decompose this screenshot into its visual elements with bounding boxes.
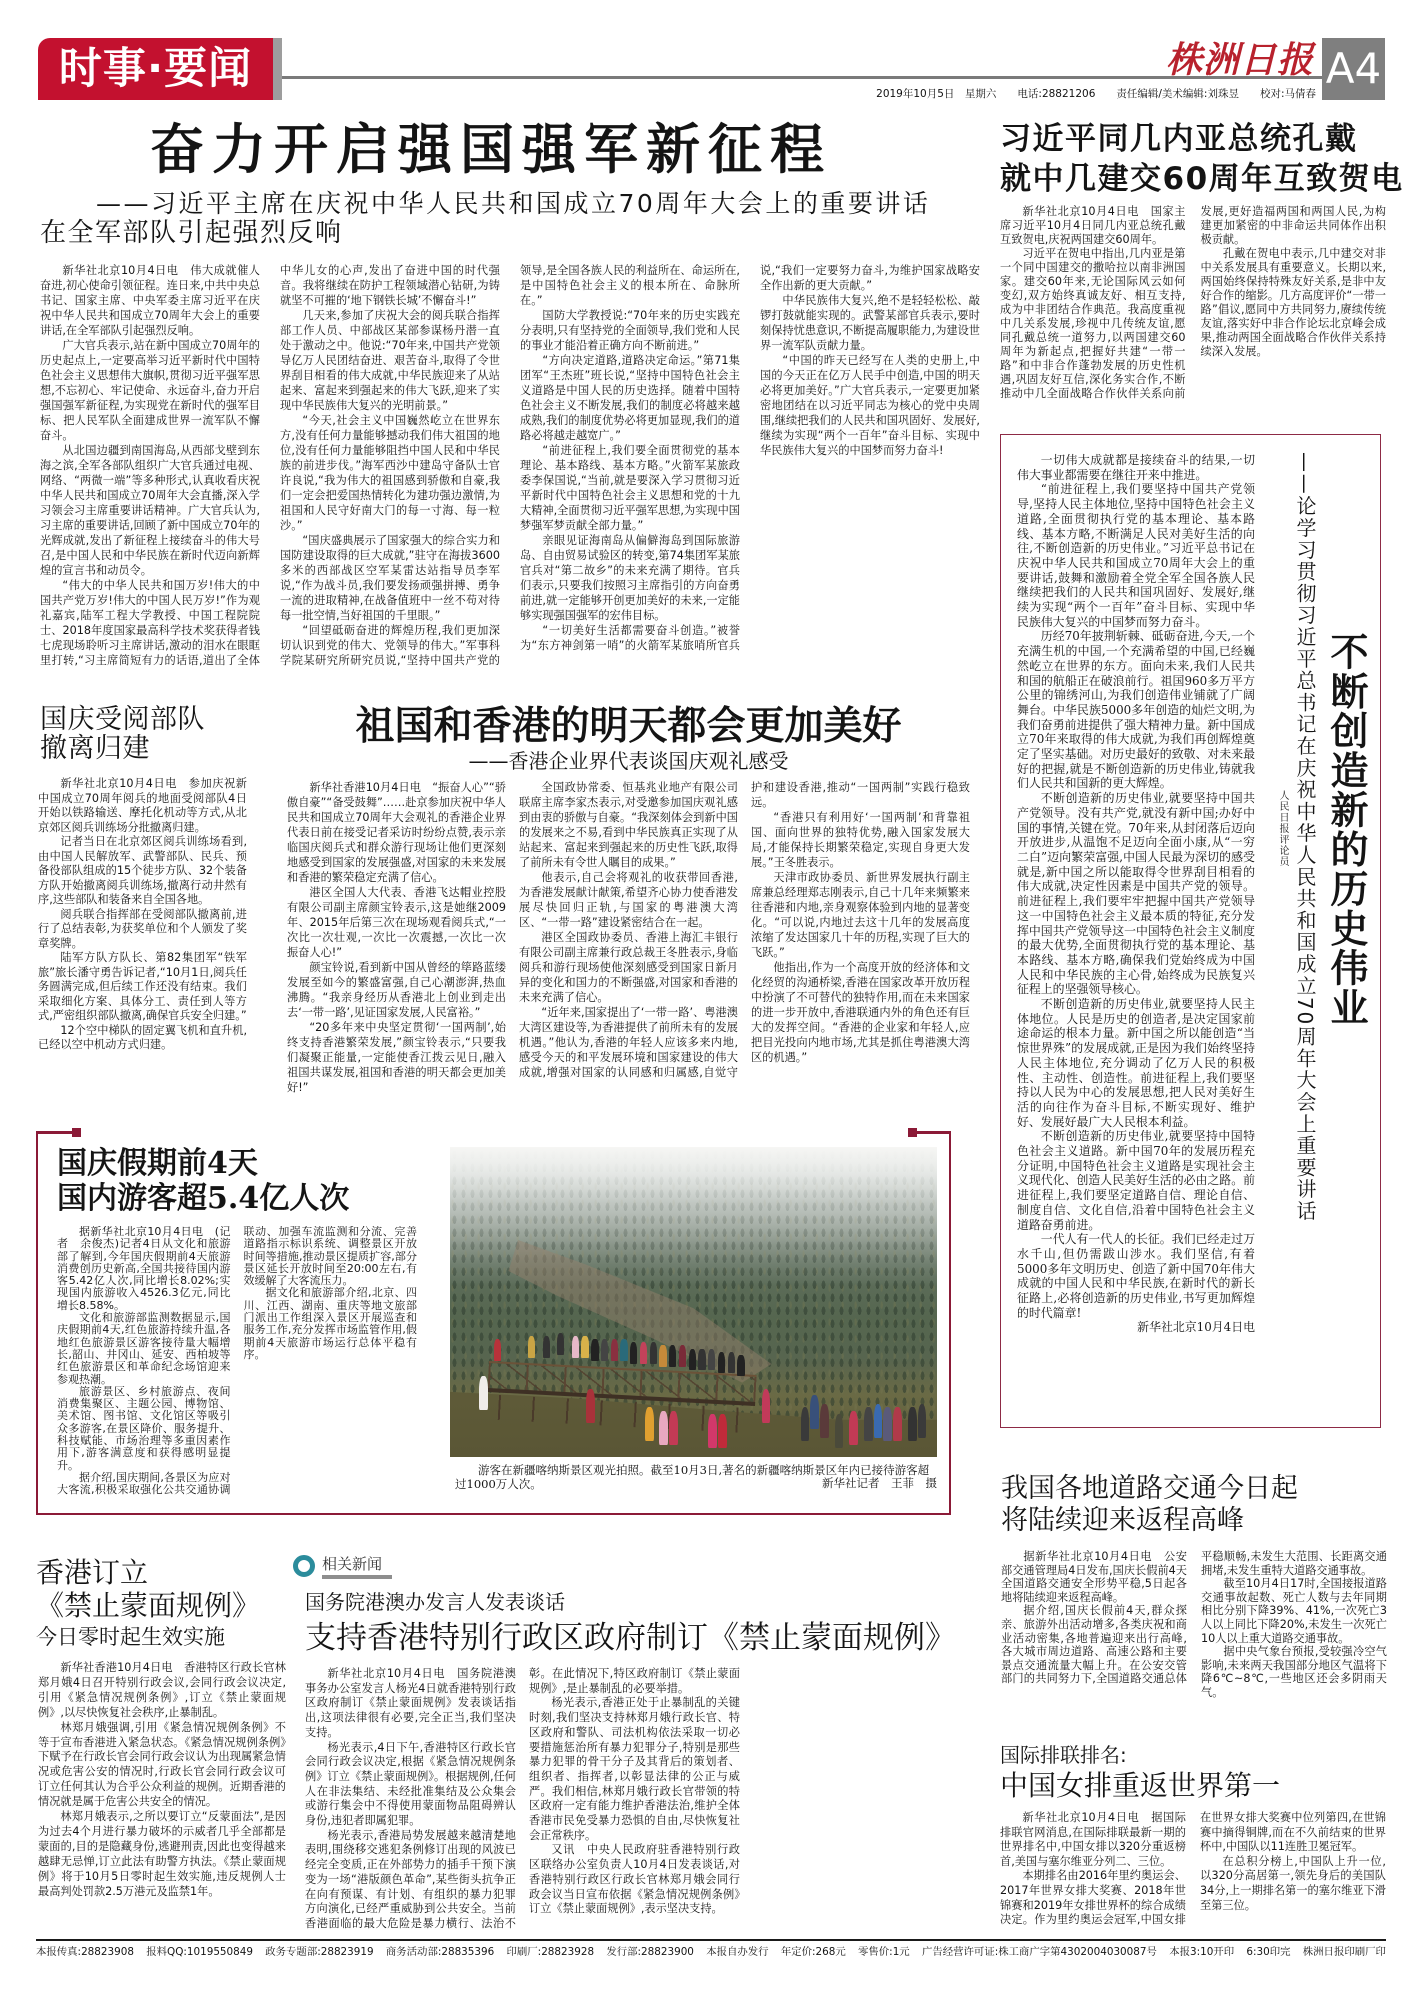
traffic-headline [1001, 1473, 1298, 1537]
paragraph: 林郑月娥表示,之所以要订立“反蒙面法”,是因为过去4个月进行暴力破坏的示威者几乎全部都是蒙面的,目的是隐藏身份,逃避刑责,因此也变得越来越肆无忌惮,订立此法有助警方执法。《禁止蒙面规例》将于10月5日零时起生效实施,违反规例人士最高判处罚款2.5万港元及监禁1年。 [38, 1810, 286, 1898]
tourist-figure [528, 1336, 535, 1358]
paragraph: “前进征程上,我们要坚持中国共产党领导,坚持人民主体地位,坚持中国特色社会主义道路,全面贯彻执行党的基本理论、基本路线、基本方略,不断满足人民对美好生活的向往,不断创造新的历史伟业。”习近平总书记在庆祝中华人民共和国成立70周年大会上的重要讲话,鼓舞和激励着全党全军全国各族人民继续把我们的人民共和国巩固好、发展好,继续为实现“两个一百年”奋斗目标、实现中华民族伟大复兴的中国梦而努力奋斗。 [1017, 482, 1255, 629]
paragraph: 截至10月4日17时,全国接报道路交通事故起数、死亡人数与去年同期相比分别下降39%、41%,一次死亡3人以上同比下降20%,未发生一次死亡10人以上重大道路交通事故。 [1201, 1577, 1387, 1645]
paragraph: 从北国边疆到南国海岛,从西部戈壁到东海之滨,全军各部队组织广大官兵通过电视、网络、“两微一端”等多种形式,认真收看庆祝中华人民共和国成立70周年大会直播,深入学习领会习主席重要讲话精神。广大官兵认为,习主席的重要讲话,回顾了新中国成立70年的光辉成就,发出了新征程上接续奋斗的伟大号召,是中国人民和中华民族在新时代迈向新辉煌的宣言书和动员令。 [40, 444, 260, 577]
hk-headline: 祖国和香港的明天都会更加美好 [355, 703, 902, 749]
paragraph: 林郑月娥强调,引用《紧急情况规例条例》不等于宣布香港进入紧急状态。《紧急情况规例条例》下赋予在行政长官会同行政会议认为出现属紧急情况或危害公安的情况时,行政长官会同行政会议可订立任何其认为合乎公众利益的规例。近期香港的情况就是属于危害公共安全的情况。 [38, 1720, 286, 1809]
tourist-figure [908, 1407, 917, 1441]
tourist-figure [728, 1352, 735, 1374]
tourist-figure [874, 1404, 883, 1438]
hk-article-body [287, 780, 970, 1102]
volleyball-headline: 中国女排重返世界第一 [1000, 1769, 1281, 1802]
paragraph: “香港只有利用好‘一国两制’和背靠祖国、面向世界的独特优势,融入国家发展大局,才能保持长期繁荣稳定,实现自身更大发展。”王冬胜表示。 [751, 811, 970, 869]
newspaper-logo: 株洲日报 [1165, 39, 1314, 81]
paragraph: 中华民族伟大复兴,绝不是轻轻松松、敲锣打鼓就能实现的。武警某部官兵表示,要时刻保持忧患意识,不断提高履职能力,为建设世界一流军队贡献力量。 [760, 294, 980, 352]
paragraph: “中国的昨天已经写在人类的史册上,中国的今天正在亿万人民手中创造,中国的明天必将更加美好。”广大官兵表示,一定要更加紧密地团结在以习近平同志为核心的党中央周围,继续把我们的人民共和国巩固好、发展好,继续为实现“两个一百年”奋斗目标、实现中华民族伟大复兴的中国梦而努力奋斗! [760, 354, 980, 457]
parade-headline-line: 撤离归建 [40, 733, 150, 764]
paragraph: 新华社香港10月4日电 “振奋人心”“骄傲自豪”“备受鼓舞”……赴京参加庆祝中华人民共和国成立70周年大会观礼的香港企业界代表日前在接受记者采访时纷纷点赞,表示亲临国庆阅兵式和群众游行现场让他们更深刻地感受到国家的发展强盛,对国家的未来发展和香港的繁荣稳定充满了信心。 [287, 781, 506, 884]
paragraph: 不断创造新的历史伟业,就要坚持人民主体地位。人民是历史的创造者,是决定国家前途命运的根本力量。新中国之所以能创造“当惊世界殊”的发展成就,正是因为我们始终坚持人民主体地位,充分调动了亿万人民的积极性、主动性、创造性。前进征程上,我们要坚持以人民为中心的发展思想,把人民对美好生活的向往作为奋斗目标,不断实现好、维护好、发展好最广大人民根本利益。 [1017, 997, 1255, 1129]
tourism-headline [57, 1146, 349, 1216]
paragraph: 据文化和旅游部介绍,北京、四川、江西、湖南、重庆等地文旅部门派出工作组深入景区开展巡查和服务工作,充分发挥市场监管作用,假期前4天旅游市场运行总体平稳有序。 [243, 1286, 417, 1361]
guinea-article-body [1000, 205, 1386, 401]
parade-article-body [38, 777, 247, 1107]
hk-law-headline-line: 香港订立 [36, 1556, 149, 1589]
tourist-figure [543, 1336, 550, 1358]
traffic-headline-line: 将陆续迎来返程高峰 [1001, 1505, 1244, 1536]
paragraph: 习近平在贺电中指出,几内亚是第一个同中国建交的撒哈拉以南非洲国家。建交60年来,无论国际风云如何变幻,双方始终真诚友好、相互支持,成为中非团结合作典范。我高度重视中几关系发展,珍视中几传统友谊,愿同孔戴总统一道努力,以两国建交60周年为新起点,把握好共建“一带一路”和中非合作蓬勃发展的历史性机遇,巩固友好互信,深化务实合作,不断推动中几全面战略合作伙伴关系向前发展,更好造福两国和两国人民,为构建更加紧密的中非命运共同体作出积极贡献。 [1000, 205, 1386, 400]
tourism-article-body [57, 1226, 417, 1498]
paragraph: 他表示,自己会将观礼的收获带回香港,为香港发展献计献策,希望齐心协力使香港发展尽快回归正轨,与国家的粤港澳大湾区、“一带一路”建设紧密结合在一起。 [519, 871, 738, 929]
tourist-figure [586, 1389, 595, 1423]
footer-info [36, 1945, 1386, 1959]
related-headline: 支持香港特别行政区政府制订《禁止蒙面规例》 [305, 1620, 956, 1656]
tourist-figure [708, 1349, 715, 1371]
hk-law-article-body [38, 1661, 286, 1939]
paragraph: “20多年来中央坚定贯彻‘一国两制’,始终支持香港繁荣发展,”颜宝铃表示,“只要我们凝聚正能量,一定能使香江拨云见日,融入祖国共谋发展,祖国和香港的明天都会更加美好!” [287, 1021, 506, 1094]
paragraph: 据介绍,国庆长假前4天,群众探亲、旅游外出活动增多,各类庆祝和商业活动密集,各地普遍迎来出行高峰,各大城市周边道路、高速公路和主要景点交通流量大幅上升。在公安交管部门的共同努力下,全国道路交通总体平稳顺畅,未发生大范围、长距离交通拥堵,未发生重特大道路交通事故。 [1001, 1550, 1387, 1686]
paragraph: 他指出,作为一个高度开放的经济体和文化经贸的沟通桥梁,香港在国家改革开放历程中扮演了不可替代的独特作用,而在未来国家的进一步开放中,香港联通内外的角色还有巨大的发挥空间。“香港的企业家和年轻人,应把目光投向内地市场,尤其是抓住粤港澳大湾区的机遇。” [751, 961, 970, 1064]
footer-item: 本报3:10开印 [1169, 1946, 1235, 1958]
related-article-body [305, 1667, 964, 1939]
paragraph: 广大官兵表示,站在新中国成立70周年的历史起点上,一定要高举习近平新时代中国特色社会主义思想伟大旗帜,贯彻习近平强军思想,不忘初心、牢记使命、永远奋斗,奋力开启强国强军新征程,为实现党在新时代的强军目标、把人民军队全面建成世界一流军队不懈奋斗。 [40, 339, 260, 442]
footer-item: 株洲日报印刷厂印 [1302, 1946, 1386, 1958]
paragraph: “方向决定道路,道路决定命运。”第71集团军“王杰班”班长说,“坚持中国特色社会主义道路是中国人民的历史选择。随着中国特色社会主义不断发展,我们的制度必将越来越成熟,我们的制度优势必将更加显现,我们的道路必将越走越宽广。” [520, 354, 740, 442]
tourist-figure [669, 1411, 678, 1445]
volleyball-article-body [1000, 1811, 1386, 1939]
section-title: 时事·要闻 [58, 44, 253, 94]
tourist-figure [918, 1404, 927, 1438]
related-news-ring-icon [293, 1555, 315, 1577]
footer-item: 本报自办发行 [706, 1946, 769, 1958]
paragraph: 据新华社北京10月4日电 公安部交通管理局4日发布,国庆长假前4天全国道路交通安全形势平稳,5日起各地将陆续迎来返程高峰。 [1001, 1550, 1187, 1604]
tourist-figure [718, 1414, 727, 1448]
related-kicker: 国务院港澳办发言人发表谈话 [305, 1590, 565, 1614]
guinea-headline [1000, 119, 1404, 199]
commentary-body [1017, 453, 1255, 1418]
photo-caption: 游客在新疆喀纳斯景区观光拍照。截至10月3日,著名的新疆喀纳斯景区年内已接待游客超过1000万人次。 [455, 1463, 930, 1491]
paragraph: 几天来,参加了庆祝大会的阅兵联合指挥部工作人员、中部战区某部参谋杨丹潜一直处于激动之中。他说:“70年来,中国共产党领导亿万人民团结奋进、艰苦奋斗,取得了令世界刮目相看的伟大成就,中华民族迎来了从站起来、富起来到强起来的伟大飞跃,迎来了实现中华民族伟大复兴的光明前景。” [280, 309, 500, 412]
tourist-figure [479, 1376, 488, 1410]
tourist-figure [737, 1355, 744, 1377]
frame-corner-line [36, 1131, 76, 1134]
paragraph: “伟大的中华人民共和国万岁!伟大的中国共产党万岁!伟大的中国人民万岁!”作为观礼嘉宾,陆军工程大学教授、中国工程院院士、2018年度国家最高科学技术奖获得者钱七虎现场聆听习主席讲话,激动的泪水在眼眶里打转,“习主席简短有力的话语,道出了全体中华儿女的心声,发出了奋进中国的时代强音。我将继续在防护工程领域潜心钻研,为铸就坚不可摧的‘地下钢铁长城’不懈奋斗!” [40, 264, 500, 667]
tourist-figure [650, 1342, 657, 1364]
paragraph: 港区全国政协委员、香港上海汇丰银行有限公司副主席兼行政总裁王冬胜表示,身临阅兵和游行现场使他深刻感受到国家日新月异的变化和国力的不断强盛,对国家和香港的未来充满了信心。 [519, 931, 738, 1004]
paragraph: 12个空中梯队的固定翼飞机和直升机,已经以空中机动方式归建。 [38, 1023, 247, 1051]
main-headline: 奋力开启强国强军新征程 [150, 118, 832, 181]
tourist-figure [698, 1349, 705, 1371]
page-number-badge: A4 [1322, 38, 1385, 100]
paragraph: 一切伟大成就都是接续奋斗的结果,一切伟大事业都需要在继往开来中推进。 [1017, 453, 1255, 482]
footer-item: 报料QQ:1019550849 [146, 1946, 253, 1958]
paragraph: 天津市政协委员、新世界发展执行副主席兼总经理郑志刚表示,自己十几年来频繁来往香港和内地,亲身观察体验到内地的显著变化。“可以说,内地过去这十几年的发展高度浓缩了发达国家几十年的历程,实现了巨大的飞跃。” [751, 871, 970, 959]
paragraph: “回望砥砺奋进的辉煌历程,我们更加深切认识到党的伟大、党领导的伟大。”军事科学院某研究所研究员说,“坚持中国共产党的领导,是全国各族人民的利益所在、命运所在,是中国特色社会主义的根本所在、命脉所在。” [280, 264, 740, 667]
tourist-figure [718, 1352, 725, 1374]
tourist-figure [494, 1339, 501, 1361]
tourist-figure [849, 1411, 858, 1445]
photo-credit: 新华社记者 王菲 摄 [822, 1476, 937, 1490]
tourist-figure [708, 1414, 717, 1448]
volleyball-kicker: 国际排联排名: [1000, 1743, 1127, 1767]
tourist-figure [581, 1336, 588, 1358]
paragraph: 本期排名由2016年里约奥运会、2017年世界女排大奖赛、2018年世锦赛和2019年女排世界杯的综合成绩决定。作为里约奥运会冠军,中国女排在世界女排大奖赛中位列第四,在世锦赛中摘得铜牌,而在不久前结束的世界杯中,中国队以11连胜卫冕冠军。 [1000, 1811, 1386, 1927]
hk-subtitle: ——香港企业界代表谈国庆观礼感受 [468, 749, 789, 773]
paragraph: 记者当日在北京郊区阅兵训练场看到,由中国人民解放军、武警部队、民兵、预备役部队组成的15个徒步方队、32个装备方队开始撤离阅兵训练场,撤离行动井然有序,这些部队和装备来自全国各地。 [38, 835, 247, 906]
paragraph: 据介绍,国庆期间,各景区为应对大客流,积极采取强化公共交通协调联动、加强车流监测和分流、完善道路指示标识系统、调整景区开放时间等措施,推动景区提质扩容,部分景区延长开放时间至20:00左右,有效缓解了大客流压力。 [57, 1226, 417, 1497]
hk-law-headline [36, 1556, 260, 1622]
paragraph: 新华社北京10月4日电 国务院港澳事务办公室发言人杨光4日就香港特别行政区政府制订《禁止蒙面规例》发表谈话指出,这项法律很有必要,完全正当,我们坚决支持。 [305, 1667, 516, 1739]
paragraph: 港区全国人大代表、香港飞达帽业控股有限公司副主席颜宝铃表示,这是她继2009年、2015年后第三次在现场观看阅兵式,“一次比一次壮观,一次比一次震撼,一次比一次振奋人心!” [287, 886, 506, 959]
footer-item: 政务专题部:28823919 [265, 1946, 374, 1958]
tourist-figure [801, 1407, 810, 1441]
tourist-figure [659, 1345, 666, 1367]
commentary-byline: 人民日报评论员 [1277, 790, 1288, 867]
tourist-figure [630, 1342, 637, 1364]
tourist-figure [591, 1339, 598, 1361]
tourist-figure [893, 1407, 902, 1441]
tourist-figure [620, 1339, 627, 1361]
footer-item: 发行部:28823900 [606, 1946, 694, 1958]
footer-item: 本报传真:28823908 [36, 1946, 134, 1958]
frame-corner-line [914, 1131, 951, 1134]
tourist-figure [864, 1407, 873, 1441]
paragraph: “今天,社会主义中国巍然屹立在世界东方,没有任何力量能够撼动我们伟大祖国的地位,没有任何力量能够阻挡中国人民和中华民族的前进步伐。”海军西沙中建岛守备队士官许良说,“我为伟大的祖国感到骄傲和自豪,我们一定会把爱国热情转化为建功强边激情,为祖国和人民守好南大门的每一寸海、每一粒沙。” [280, 414, 500, 532]
paragraph: 据中央气象台预报,受较强冷空气影响,未来两天我国部分地区气温将下降6℃~8℃,一些地区还会多阴雨天气。 [1201, 1645, 1387, 1699]
tourism-headline-line: 国庆假期前4天 [57, 1146, 258, 1181]
parade-headline [40, 705, 205, 763]
footer-item: 商务活动部:28835396 [385, 1946, 495, 1958]
issue-dateline: 2019年10月5日 星期六 电话:28821206 责任编辑/美术编辑:刘珠昱 校对:马倩春 [876, 88, 1316, 100]
related-news-underline [322, 1575, 392, 1579]
footer-rule [36, 1939, 1386, 1941]
tourist-figure [820, 1404, 829, 1438]
paragraph: 颜宝铃说,看到新中国从曾经的筚路蓝缕发展至如今的繁盛富强,自己心潮澎湃,热血沸腾。“我亲身经历从香港北上创业到走出去‘一带一路’,见证国家发展,人民富裕。” [287, 961, 506, 1019]
tourist-figure [679, 1345, 686, 1367]
paragraph: 杨光表示,香港正处于止暴制乱的关键时刻,我们坚决支持林郑月娥行政长官、特区政府和警队、司法机构依法采取一切必要措施惩治所有暴力犯罪分子,特别是那些暴力犯罪的骨干分子及其背后的策划者、组织者、指挥者,以彰显法律的公正与威严。我们相信,林郑月娥行政长官带领的特区政府一定有能力维护香港法治,维护全体香港市民免受暴力恐惧的自由,尽快恢复社会正常秩序。 [529, 1696, 740, 1842]
traffic-article-body [1001, 1550, 1387, 1712]
footer-item: 广告经营许可证:株工商广字第4302004030087号 [921, 1946, 1157, 1958]
tourist-figure [640, 1342, 647, 1364]
guinea-headline-line: 就中几建交60周年互致贺电 [1000, 161, 1404, 197]
main-subtitle: ——习近平主席在庆祝中华人民共和国成立70周年大会上的重要讲话 [96, 189, 931, 218]
paragraph: 又讯 中央人民政府驻香港特别行政区联络办公室负责人10月4日发表谈话,对香港特别行政区行政长官林郑月娥会同行政会议当日宣布依据《紧急情况规例条例》订立《禁止蒙面规例》,表示坚决支持。 [529, 1843, 740, 1916]
paragraph: 孔戴在贺电中表示,几中建交对非中关系发展具有重要意义。长期以来,两国始终保持特殊友好关系,是非中友好合作的缩影。几方高度评价“一带一路”倡议,愿同中方共同努力,赓续传统友谊,落实好中非合作论坛北京峰会成果,推动两国全面战略合作伙伴关系持续深入发展。 [1200, 247, 1386, 358]
parade-headline-line: 国庆受阅部队 [40, 704, 205, 735]
tourism-headline-line: 国内游客超5.4亿人次 [57, 1181, 350, 1216]
paragraph: 文化和旅游部监测数据显示,国庆假期前4天,红色旅游持续升温,各地红色旅游景区游客接待量大幅增长,韶山、井冈山、延安、西柏坡等红色旅游景区和革命纪念场馆迎来参观热潮。 [57, 1311, 231, 1386]
footer-item: 年定价:268元 [780, 1946, 846, 1958]
paragraph: 新华社香港10月4日电 香港特区行政长官林郑月娥4日召开特别行政会议,会同行政会议决定,引用《紧急情况规例条例》,订立《禁止蒙面规例》,以尽快恢复社会秩序,止暴制乱。 [38, 1661, 286, 1719]
hk-law-subhead: 今日零时起生效实施 [36, 1625, 225, 1649]
paragraph: 新华社北京10月4日电 国家主席习近平10月4日同几内亚总统孔戴互致贺电,庆祝两国建交60周年。 [1000, 205, 1186, 246]
paragraph: “近年来,国家提出了‘一带一路’、粤港澳大湾区建设等,为香港提供了前所未有的发展机遇。”他认为,香港的年轻人应该多来内地,感受今天的和平发展环境和国家建设的伟大成就,增强对国家的认同感和归属感,自觉守护和建设香港,推动“一国两制”实践行稳致远。 [519, 781, 970, 1079]
paragraph: 杨光表示,4日下午,香港特区行政长官会同行政会议决定,根据《紧急情况规例条例》订立《禁止蒙面规例》。根据规例,任何人在非法集结、未经批准集结及公众集会或游行集会中不得使用蒙面物品阻碍辨认身份,违犯者即属犯罪。 [305, 1740, 516, 1828]
main-kicker: 在全军部队引起强烈反响 [40, 218, 343, 248]
main-article-body [40, 263, 980, 671]
paragraph: 旅游景区、乡村旅游点、夜间消费集聚区、主题公园、博物馆、美术馆、图书馆、文化馆区等吸引众多游客,在景区降价、服务提升、科技赋能、市场治理等多重因素作用下,游客满意度和获得感明显提升。 [57, 1384, 231, 1472]
paragraph: “国庆盛典展示了国家强大的综合实力和国防建设取得的巨大成就,”驻守在海拔3600多米的西部战区空军某雷达站指导员李军说,“作为战斗员,我们要发扬顽强拼搏、勇争一流的进取精神,在战备值班中一丝不苟对待每一批空情,当好祖国的千里眼。” [280, 534, 500, 622]
commentary-subtitle: ——论学习贯彻习近平总书记在庆祝中华人民共和国成立70周年大会上重要讲话 [1293, 452, 1317, 1223]
tourist-figure [835, 1414, 844, 1448]
related-news-label: 相关新闻 [322, 1555, 383, 1573]
paragraph: 亲眼见证海南岛从偏僻海岛到国际旅游岛、自由贸易试验区的转变,第74集团军某旅官兵对“第二故乡”的未来充满了期待。官兵们表示,只要我们按照习主席指引的方向奋勇前进,就一定能够开创更加美好的未来,一定能够实现强国强军的宏伟目标。 [520, 534, 740, 622]
footer-item: 6:30印完 [1246, 1946, 1291, 1958]
paragraph: 一代人有一代人的长征。我们已经走过万水千山,但仍需跋山涉水。我们坚信,有着5000多年文明历史、创造了新中国70年伟大成就的中国人民和中华民族,在新时代的新长征路上,必将创造新的历史伟业,书写更加辉煌的时代篇章! [1017, 1232, 1255, 1320]
paragraph: 杨光表示,香港局势发展越来越清楚地表明,围绕移交逃犯条例修订出现的风波已经完全变质,正在外部势力的插手干预下演变为一场“港版颜色革命”,某些街头抗争正在向有预谋、有计划、有组织的暴力犯罪方向演化,已经严重威胁到公共安全。当前香港面临的最大危险是暴力横行、法治不彰。在此情况下,特区政府制订《禁止蒙面规例》,是止暴制乱的必要举措。 [305, 1667, 740, 1930]
paragraph: 新华社北京10月4日电 参加庆祝新中国成立70周年阅兵的地面受阅部队4日开始以铁路输送、摩托化机动等方式,从北京郊区阅兵训练场分批撤离归建。 [38, 777, 247, 834]
tourist-figure [669, 1345, 676, 1367]
tourist-figure [601, 1339, 608, 1361]
tourist-figure [611, 1339, 618, 1361]
guinea-headline-line: 习近平同几内亚总统孔戴 [1000, 121, 1358, 157]
frame-corner-square [908, 1128, 917, 1137]
footer-item: 零售价:1元 [858, 1946, 910, 1958]
frame-corner-square [72, 1128, 81, 1137]
paragraph: 全国政协常委、恒基兆业地产有限公司联席主席李家杰表示,对受邀参加国庆观礼感到由衷的骄傲与自豪。“我深刻体会到新中国的发展来之不易,看到中华民族真正实现了从站起来、富起来到强起来的历史性飞跃,取得了前所未有令世人瞩目的成果。” [519, 781, 738, 869]
tourist-figure [659, 1411, 668, 1445]
news-photo [450, 1147, 937, 1457]
paragraph: 国防大学教授说:“70年来的历史实践充分表明,只有坚持党的全面领导,我们党和人民的事业才能沿着正确方向不断前进。” [520, 309, 740, 352]
tourist-figure [689, 1349, 696, 1371]
footer-item: 印刷厂:28823928 [506, 1946, 595, 1958]
paragraph: 据新华社北京10月4日电 (记者 余俊杰)记者4日从文化和旅游部了解到,今年国庆假期前4天旅游消费创历史新高,全国共接待国内游客5.42亿人次,同比增长8.02%;实现国内旅游收入4526.3亿元,同比增长8.58%。 [57, 1226, 231, 1312]
paragraph: 历经70年披荆斩棘、砥砺奋进,今天,一个充满生机的中国,一个充满希望的中国,已经巍然屹立在世界的东方。面向未来,我们人民共和国的航船正在破浪前行。祖国960多万平方公里的锦绣河山,为我们创造伟业铺就了广阔舞台。中华民族5000多年创造的灿烂文明,为我们奋勇前进提供了强大精神力量。新中国成立70年来取得的伟大成就,为我们再创辉煌奠定了坚实基础。对历史最好的致敬、对未来最好的把握,就是不断创造新的历史伟业,铸就我们人民共和国新的更大辉煌。 [1017, 629, 1255, 791]
paragraph: 不断创造新的历史伟业,就要坚持中国特色社会主义道路。新中国70年的发展历程充分证明,中国特色社会主义道路是实现社会主义现代化、创造人民美好生活的必由之路。前进征程上,我们要坚定道路自信、理论自信、制度自信、文化自信,沿着中国特色社会主义道路奋勇前进。 [1017, 1129, 1255, 1232]
paragraph: 新华社北京10月4日电 伟大成就催人奋进,初心使命引领征程。连日来,中共中央总书记、国家主席、中央军委主席习近平在庆祝中华人民共和国成立70周年大会上的重要讲话,在全军部队引起强烈反响。 [40, 264, 260, 337]
commentary-signoff: 新华社北京10月4日电 [1137, 1320, 1255, 1335]
paragraph: 新华社北京10月4日电 据国际排联官网消息,在国际排联最新一期的世界排名中,中国女排以320分重返榜首,美国与塞尔维亚分列二、三位。 [1000, 1811, 1186, 1868]
paragraph: 在总积分榜上,中国队上升一位,以320分高居第一,领先身后的美国队34分,上一期排名第一的塞尔维亚下滑至第三位。 [1200, 1854, 1386, 1912]
paragraph: 陆军方队方队长、第82集团军“铁军旅”旅长潘守勇告诉记者,“10月1日,阅兵任务圆满完成,但后续工作还没有结束。我们采取细化方案、具体分工、责任到人等方式,严密组织部队撤离,确保官兵安全归建。” [38, 951, 247, 1022]
tourist-figure [572, 1336, 579, 1358]
tourist-figure [557, 1333, 564, 1355]
tourist-figure [762, 1389, 771, 1423]
tourist-figure [810, 1395, 819, 1429]
tourist-figure [645, 1407, 654, 1441]
commentary-title: 不断创造新的历史伟业 [1324, 632, 1369, 1027]
traffic-headline-line: 我国各地道路交通今日起 [1001, 1473, 1298, 1504]
paragraph: “前进征程上,我们要全面贯彻党的基本理论、基本路线、基本方略。”火箭军某旅政委李保国说,“当前,就是要深入学习贯彻习近平新时代中国特色社会主义思想和党的十九大精神,全面贯彻习近平强军思想,为实现中国梦强军梦贡献全部力量。” [520, 444, 740, 532]
paragraph: “一切美好生活都需要奋斗创造。”被誉为“东方神剑第一哨”的火箭军某旅哨所官兵说,“我们一定要努力奋斗,为维护国家战略安全作出新的更大贡献。” [520, 264, 980, 652]
paragraph: 阅兵联合指挥部在受阅部队撤离前,进行了总结表彰,为获奖单位和个人颁发了奖章奖牌。 [38, 907, 247, 950]
paragraph: 不断创造新的历史伟业,就要坚持中国共产党领导。没有共产党,就没有新中国;办好中国的事情,关键在党。70年来,从封闭落后迈向开放进步,从温饱不足迈向全面小康,从“一穷二白”迈向繁荣富强,中国人民最为深切的感受就是,新中国之所以能取得令世界刮目相看的伟大成就,决定性因素是中国共产党的领导。前进征程上,我们要牢牢把握中国共产党领导这一中国特色社会主义最本质的特征,充分发挥中国共产党领导这一中国特色社会主义制度的最大优势,全面贯彻执行党的基本理论、基本路线、基本方略,确保我们党始终成为中国人民和中华民族的主心骨,始终成为民族复兴征程上的坚强领导核心。 [1017, 791, 1255, 997]
tourist-figure [883, 1407, 892, 1441]
hk-law-headline-line: 《禁止蒙面规例》 [36, 1589, 261, 1622]
section-tab [38, 38, 273, 100]
